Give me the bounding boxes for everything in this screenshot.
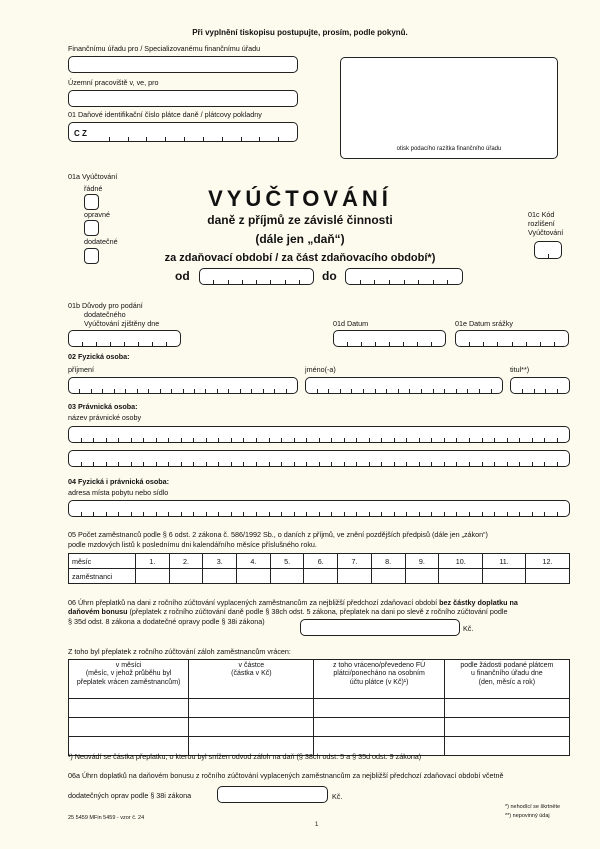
month-cell: 11. (483, 554, 526, 569)
legal-name-field-1[interactable] (68, 426, 570, 443)
supplement-currency: Kč. (332, 792, 343, 801)
code-label-3: Vyúčtování (528, 228, 564, 237)
tax-id-field[interactable] (68, 122, 298, 142)
deduction-date-field[interactable] (455, 330, 569, 347)
month-cell: 8. (371, 554, 405, 569)
employees-count-cell[interactable] (203, 569, 237, 584)
period-from-label: od (175, 269, 190, 283)
workplace-label: Územní pracoviště v, ve, pro (68, 78, 159, 87)
deduction-date-label: 01e Datum srážky (455, 319, 513, 328)
employees-count-cell[interactable] (270, 569, 304, 584)
legal-name-label: název právnické osoby (68, 413, 142, 422)
title-field[interactable] (510, 377, 570, 394)
employees-count-cell[interactable] (338, 569, 372, 584)
employees-count-cell[interactable] (237, 569, 271, 584)
given-name-label: jméno(-a) (305, 365, 336, 374)
legal-name-field-2[interactable] (68, 450, 570, 467)
title-line-1: daně z příjmů ze závislé činnosti (207, 213, 393, 227)
bonus-amount-field[interactable] (300, 619, 460, 636)
title-line-3: za zdaňovací období / za část zdaňovacího období*) (164, 252, 436, 264)
date-field[interactable] (333, 330, 446, 347)
refund-cell[interactable] (69, 718, 189, 737)
stamp-label: otisk podacího razítka finančního úřadu (396, 146, 502, 152)
surname-label: příjmení (68, 365, 94, 374)
refund-cell[interactable] (444, 737, 569, 756)
refund-table (68, 659, 570, 756)
note-optional: **) nepovinný údaj (505, 813, 550, 819)
refund-cell[interactable] (314, 699, 444, 718)
employees-count-cell[interactable] (136, 569, 170, 584)
employees-count-cell[interactable] (483, 569, 526, 584)
type-option-supplementary-label: dodatečné (84, 237, 118, 246)
date-label: 01d Datum (333, 319, 369, 328)
tax-id-prefix: C Z (74, 129, 87, 138)
footnote-1: ¹) Neuvádí se částka přeplatku, o kterou byl snížen odvod záloh na daň (§ 38ch odst. 5 a § 35d odst. 9 zákona) (68, 752, 422, 761)
office-field[interactable] (68, 56, 298, 73)
legal-section-label: 03 Právnická osoba: (68, 402, 138, 411)
code-field[interactable] (534, 241, 562, 259)
bonus-text-2: daňovém bonusu (přeplatek z ročního zúčtování daně podle § 38ch odst. 5 zákona, přeplatek na dani po slevě z ročního zúčtování podle (68, 607, 508, 616)
refund-col-request: podle žádosti podané plátcem u finančního úřadu dne (den, měsíc a rok) (444, 660, 569, 699)
refund-cell[interactable] (444, 699, 569, 718)
refund-cell[interactable] (69, 699, 189, 718)
page-number: 1 (315, 822, 319, 828)
month-cell: 4. (237, 554, 271, 569)
employees-count-cell[interactable] (169, 569, 203, 584)
period-to-field[interactable] (345, 268, 463, 285)
form-title: VYÚČTOVÁNÍ (208, 186, 392, 211)
office-label: Finančnímu úřadu pro / Specializovanému finančnímu úřadu (68, 44, 261, 53)
employees-count-cell[interactable] (371, 569, 405, 584)
period-from-field[interactable] (199, 268, 314, 285)
refund-cell[interactable] (189, 718, 314, 737)
employees-row-label: zaměstnanci (69, 569, 136, 584)
refund-cell[interactable] (314, 718, 444, 737)
employees-count-cell[interactable] (405, 569, 439, 584)
title-label: titul**) (510, 365, 530, 374)
month-cell: 10. (439, 554, 483, 569)
form-header: Při vyplnění tiskopisu postupujte, prosím, podle pokynů. (192, 28, 408, 37)
tax-id-label: 01 Daňové identifikační číslo plátce daně / plátcovy pokladny (68, 110, 262, 119)
month-cell: 3. (203, 554, 237, 569)
note-strike: *) nehodící se škrtněte (505, 804, 561, 810)
month-cell: 6. (304, 554, 338, 569)
person-section-label: 02 Fyzická osoba: (68, 352, 130, 361)
reasons-date-field[interactable] (68, 330, 181, 347)
surname-field[interactable] (68, 377, 298, 394)
month-cell: 5. (270, 554, 304, 569)
reasons-label-3: Vyúčtování zjištěny dne (84, 319, 160, 328)
employees-text-2: podle mzdových listů k poslednímu dni kalendářního měsíce příslušného roku. (68, 540, 317, 549)
employees-count-cell[interactable] (304, 569, 338, 584)
type-option-correction-label: opravné (84, 210, 110, 219)
type-section-label: 01a Vyúčtování (68, 172, 118, 181)
workplace-field[interactable] (68, 90, 298, 107)
bonus-text-3: § 35d odst. 8 zákona a dodatečné opravy podle § 38i zákona) (68, 617, 265, 626)
month-cell: 7. (338, 554, 372, 569)
employees-table (68, 553, 570, 584)
month-cell: 1. (136, 554, 170, 569)
refund-col-amount: v částce (částka v Kč) (189, 660, 314, 699)
employees-count-cell[interactable] (439, 569, 483, 584)
supplement-text-1: 06a Úhrn doplatků na daňovém bonusu z ročního zúčtování vyplacených zaměstnancům za nejbližší předchozí zdaňovací období včetně (68, 771, 504, 780)
month-cell: 2. (169, 554, 203, 569)
reasons-label-1: 01b Důvody pro podání (68, 301, 143, 310)
bonus-text-1: 06 Úhrn přeplatků na dani z ročního zúčtování vyplacených zaměstnancům za nejbližší předchozí zdaňovací období bez částky doplatku na (68, 598, 518, 607)
title-line-2: (dále jen „daň“) (255, 232, 345, 246)
code-label-1: 01c Kód (528, 210, 555, 219)
employees-text-1: 05 Počet zaměstnanců podle § 6 odst. 2 zákona č. 586/1992 Sb., o daních z příjmů, ve znění pozdějších předpisů (dále jen „zákon“) (68, 530, 488, 539)
stamp-box (340, 57, 558, 159)
refund-intro: Z toho byl přeplatek z ročního zúčtování záloh zaměstnancům vrácen: (68, 647, 291, 656)
refund-cell[interactable] (189, 699, 314, 718)
supplement-amount-field[interactable] (217, 786, 328, 803)
form-code: 25 5459 MFin 5459 - vzor č. 24 (68, 815, 145, 821)
period-to-label: do (322, 269, 337, 283)
refund-col-returned: z toho vráceno/převedeno FÚ plátci/ponecháno na osobním účtu plátce (v Kč)¹) (314, 660, 444, 699)
given-name-field[interactable] (305, 377, 503, 394)
month-cell: 9. (405, 554, 439, 569)
month-row-label: měsíc (69, 554, 136, 569)
address-field[interactable] (68, 500, 570, 517)
reasons-label-2: dodatečného (84, 310, 126, 319)
supplement-text-2: dodatečných oprav podle § 38i zákona (68, 791, 192, 800)
address-label: adresa místa pobytu nebo sídlo (68, 488, 169, 497)
month-cell: 12. (525, 554, 569, 569)
address-section-label: 04 Fyzická i právnická osoba: (68, 477, 170, 486)
bonus-currency: Kč. (463, 624, 474, 633)
refund-cell[interactable] (444, 718, 569, 737)
employees-count-cell[interactable] (525, 569, 569, 584)
code-label-2: rozlišení (528, 219, 555, 228)
type-option-regular-label: řádné (84, 184, 103, 193)
refund-col-month: v měsíci (měsíc, v jehož průběhu byl přeplatek vrácen zaměstnancům) (69, 660, 189, 699)
